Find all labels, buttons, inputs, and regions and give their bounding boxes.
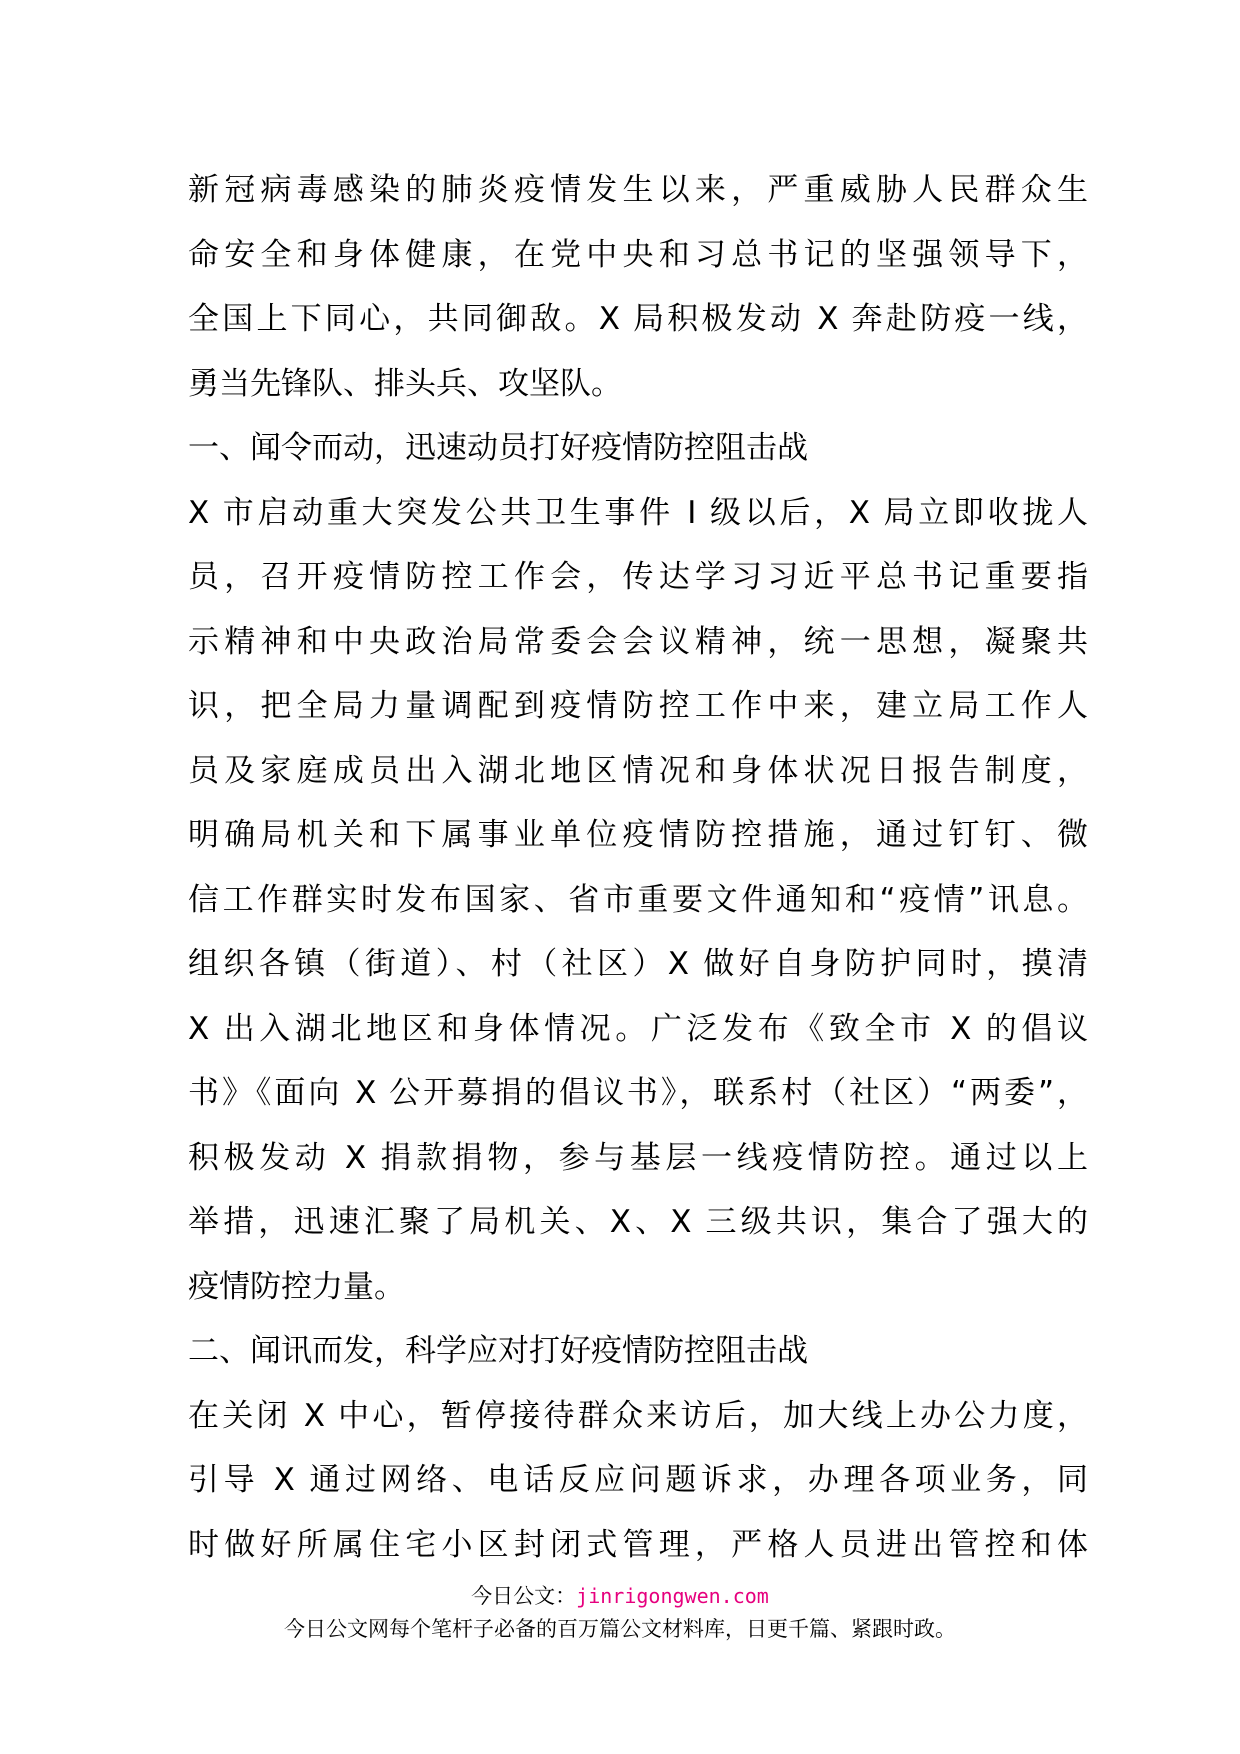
body-text-line: 引导 X 通过网络、电话反应问题诉求，办理各项业务，同	[188, 1462, 1088, 1498]
body-text-line: 全国上下同心，共同御敌。X 局积极发动 X 奔赴防疫一线，	[188, 301, 1088, 337]
body-text-line: 疫情防控力量。	[188, 1268, 405, 1305]
body-text-line: 时做好所属住宅小区封闭式管理，严格人员进出管控和体	[188, 1526, 1088, 1563]
body-text-line: 命安全和身体健康，在党中央和习总书记的坚强领导下，	[188, 236, 1088, 273]
body-text-line: X 出入湖北地区和身体情况。广泛发布《致全市 X 的倡议	[188, 1010, 1088, 1047]
body-text-line: 组织各镇（街道）、村（社区）X 做好自身防护同时，摸清	[188, 946, 1088, 982]
body-text-line: 勇当先锋队、排头兵、攻坚队。	[188, 365, 622, 402]
body-text-line: 员，召开疫情防控工作会，传达学习习近平总书记重要指	[188, 559, 1088, 595]
body-text-line: 信工作群实时发布国家、省市重要文件通知和“疫情”讯息。	[188, 881, 1088, 918]
body-text-line: 积极发动 X 捐款捐物，参与基层一线疫情防控。通过以上	[188, 1139, 1088, 1176]
body-text-line: 在关闭 X 中心，暂停接待群众来访后，加大线上办公力度，	[188, 1397, 1088, 1434]
body-text-line: 示精神和中央政治局常委会会议精神，统一思想，凝聚共	[188, 623, 1088, 660]
footer-site-label: 今日公文：	[471, 1584, 577, 1608]
body-text-line: X 市启动重大突发公共卫生事件 I 级以后，X 局立即收拢人	[188, 494, 1088, 531]
body-text-line: 举措，迅速汇聚了局机关、X、X 三级共识，集合了强大的	[188, 1204, 1088, 1240]
body-text-line: 书》《面向 X 公开募捐的倡议书》，联系村（社区）“两委”，	[188, 1075, 1088, 1111]
body-text-line: 明确局机关和下属事业单位疫情防控措施，通过钉钉、微	[188, 817, 1088, 853]
footer-site-url-link[interactable]: jinrigongwen.com	[576, 1584, 769, 1608]
body-text-line: 识，把全局力量调配到疫情防控工作中来，建立局工作人	[188, 688, 1088, 724]
footer-site-line	[0, 1580, 1240, 1610]
body-text-line: 员及家庭成员出入湖北地区情况和身体状况日报告制度，	[188, 752, 1088, 789]
document-body	[188, 158, 1088, 1577]
body-text-line: 一、闻令而动，迅速动员打好疫情防控阻击战	[188, 430, 808, 466]
body-text-line: 新冠病毒感染的肺炎疫情发生以来，严重威胁人民群众生	[188, 172, 1088, 208]
body-text-line: 二、闻讯而发，科学应对打好疫情防控阻击战	[188, 1333, 808, 1369]
footer-slogan: 今日公文网每个笔杆子必备的百万篇公文材料库，日更千篇、紧跟时政。	[284, 1617, 956, 1641]
